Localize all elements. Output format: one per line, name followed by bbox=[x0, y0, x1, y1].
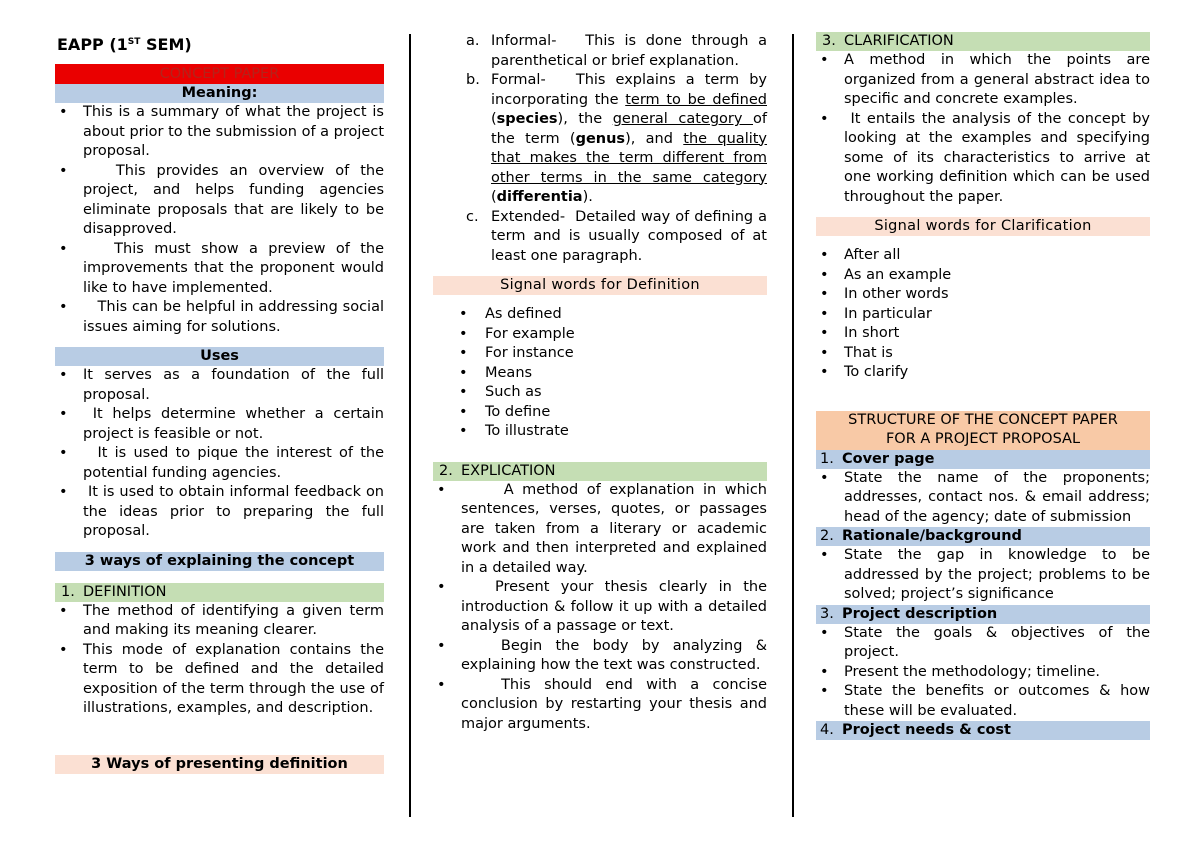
list-item: • After all bbox=[816, 246, 1150, 266]
list-item: • It serves as a foundation of the full proposal. bbox=[55, 366, 384, 405]
list-item: a. Informal- This is done through a parenthetical or brief explanation. bbox=[466, 33, 772, 69]
list-item: • It helps determine whether a certain project is feasible or not. bbox=[55, 405, 384, 444]
ways-explaining-header: 3 ways of explaining the concept bbox=[55, 552, 384, 571]
list-item: • To clarify bbox=[816, 363, 1150, 383]
list-item: • Such as bbox=[433, 383, 767, 403]
list-item: • State the goals & objectives of the project. bbox=[816, 624, 1150, 663]
list-item: • This should end with a concise conclusion by restarting your thesis and major arguments. bbox=[433, 676, 767, 735]
structure-project-needs: 4. Project needs & cost bbox=[816, 721, 1150, 740]
presenting-definition-header: 3 Ways of presenting definition bbox=[55, 755, 384, 774]
definition-ways-list bbox=[433, 32, 772, 266]
signal-clarification-header: Signal words for Clarification bbox=[816, 217, 1150, 236]
definition-list bbox=[55, 602, 384, 719]
column-1 bbox=[55, 32, 389, 774]
list-item: • It is used to pique the interest of the potential funding agencies. bbox=[55, 444, 384, 483]
list-item: • Present the methodology; timeline. bbox=[816, 663, 1150, 683]
column-divider-right bbox=[792, 34, 794, 817]
list-item: • A method in which the points are organized from a general abstract idea to specific and concrete examples. bbox=[816, 51, 1150, 110]
list-item: • This mode of explanation contains the term to be defined and the detailed exposition of the term through the use of illustrations, examples, and description. bbox=[55, 641, 384, 719]
list-item: • Begin the body by analyzing & explaining how the text was constructed. bbox=[433, 637, 767, 676]
definition-header: 1. DEFINITION bbox=[55, 583, 384, 602]
cover-page-list bbox=[816, 469, 1150, 528]
list-item: • That is bbox=[816, 344, 1150, 364]
list-item: • State the name of the proponents; addresses, contact nos. & email address; head of the agency; date of submission bbox=[816, 469, 1150, 528]
column-divider-left bbox=[409, 34, 411, 817]
clarification-header: 3. CLARIFICATION bbox=[816, 32, 1150, 51]
list-item: • A method of explanation in which sentences, verses, quotes, or passages are taken from a literary or academic work and then interpreted and explained in a detailed way. bbox=[433, 481, 767, 579]
list-item: • The method of identifying a given term and making its meaning clearer. bbox=[55, 602, 384, 641]
list-item: c. Extended- Detailed way of defining a term and is usually composed of at least one paragraph. bbox=[466, 208, 772, 264]
list-item: • State the benefits or outcomes & how these will be evaluated. bbox=[816, 682, 1150, 721]
meaning-list bbox=[55, 103, 389, 337]
list-item: • For instance bbox=[433, 344, 767, 364]
rationale-list bbox=[816, 546, 1150, 605]
column-2 bbox=[433, 32, 772, 734]
list-item: • As defined bbox=[433, 305, 767, 325]
signal-definition-header: Signal words for Definition bbox=[433, 276, 767, 295]
list-item: • This is a summary of what the project is about prior to the submission of a project proposal. bbox=[55, 103, 384, 162]
list-item: • For example bbox=[433, 325, 767, 345]
list-item: • In particular bbox=[816, 305, 1150, 325]
list-item: • In other words bbox=[816, 285, 1150, 305]
structure-project-description: 3. Project description bbox=[816, 605, 1150, 624]
structure-rationale: 2. Rationale/background bbox=[816, 527, 1150, 546]
list-item: • As an example bbox=[816, 266, 1150, 286]
list-item: • To define bbox=[433, 403, 767, 423]
list-item: • This must show a preview of the improvements that the proponent would like to have implemented. bbox=[55, 240, 384, 299]
explication-list bbox=[433, 481, 772, 735]
concept-paper-header: CONCEPT PAPER bbox=[55, 64, 384, 84]
list-item: • To illustrate bbox=[433, 422, 767, 442]
structure-cover-page: 1. Cover page bbox=[816, 450, 1150, 469]
list-item: • It entails the analysis of the concept by looking at the examples and specifying some of its characteristics to arrive at one working definition which can be used throughout the paper. bbox=[816, 110, 1150, 208]
signal-clarification-list bbox=[816, 246, 1150, 383]
list-item: • It is used to obtain informal feedback on the ideas prior to preparing the full proposal. bbox=[55, 483, 384, 542]
list-item: • This provides an overview of the project, and helps funding agencies eliminate proposals that are likely to be disapproved. bbox=[55, 162, 384, 240]
project-description-list bbox=[816, 624, 1150, 722]
list-item: • Present your thesis clearly in the introduction & follow it up with a detailed analysis of a passage or text. bbox=[433, 578, 767, 637]
column-3 bbox=[816, 32, 1155, 740]
list-item: • This can be helpful in addressing social issues aiming for solutions. bbox=[55, 298, 384, 337]
uses-header: Uses bbox=[55, 347, 384, 366]
list-item: • State the gap in knowledge to be addressed by the project; problems to be solved; project’s significance bbox=[816, 546, 1150, 605]
list-item: • In short bbox=[816, 324, 1150, 344]
list-item: • Means bbox=[433, 364, 767, 384]
meaning-header: Meaning: bbox=[55, 84, 384, 103]
signal-definition-list bbox=[433, 305, 767, 442]
page-title: EAPP (1ST SEM) bbox=[57, 35, 192, 54]
structure-header: STRUCTURE OF THE CONCEPT PAPER FOR A PROJECT PROPOSAL bbox=[816, 411, 1150, 450]
explication-header: 2. EXPLICATION bbox=[433, 462, 767, 481]
clarification-list bbox=[816, 51, 1155, 207]
uses-list bbox=[55, 366, 389, 542]
list-item: b. Formal- This explains a term by incorporating the term to be defined (species), the general category of the term (genus), and the quality that makes the term different from other terms in the same category (differentia). bbox=[466, 72, 772, 205]
